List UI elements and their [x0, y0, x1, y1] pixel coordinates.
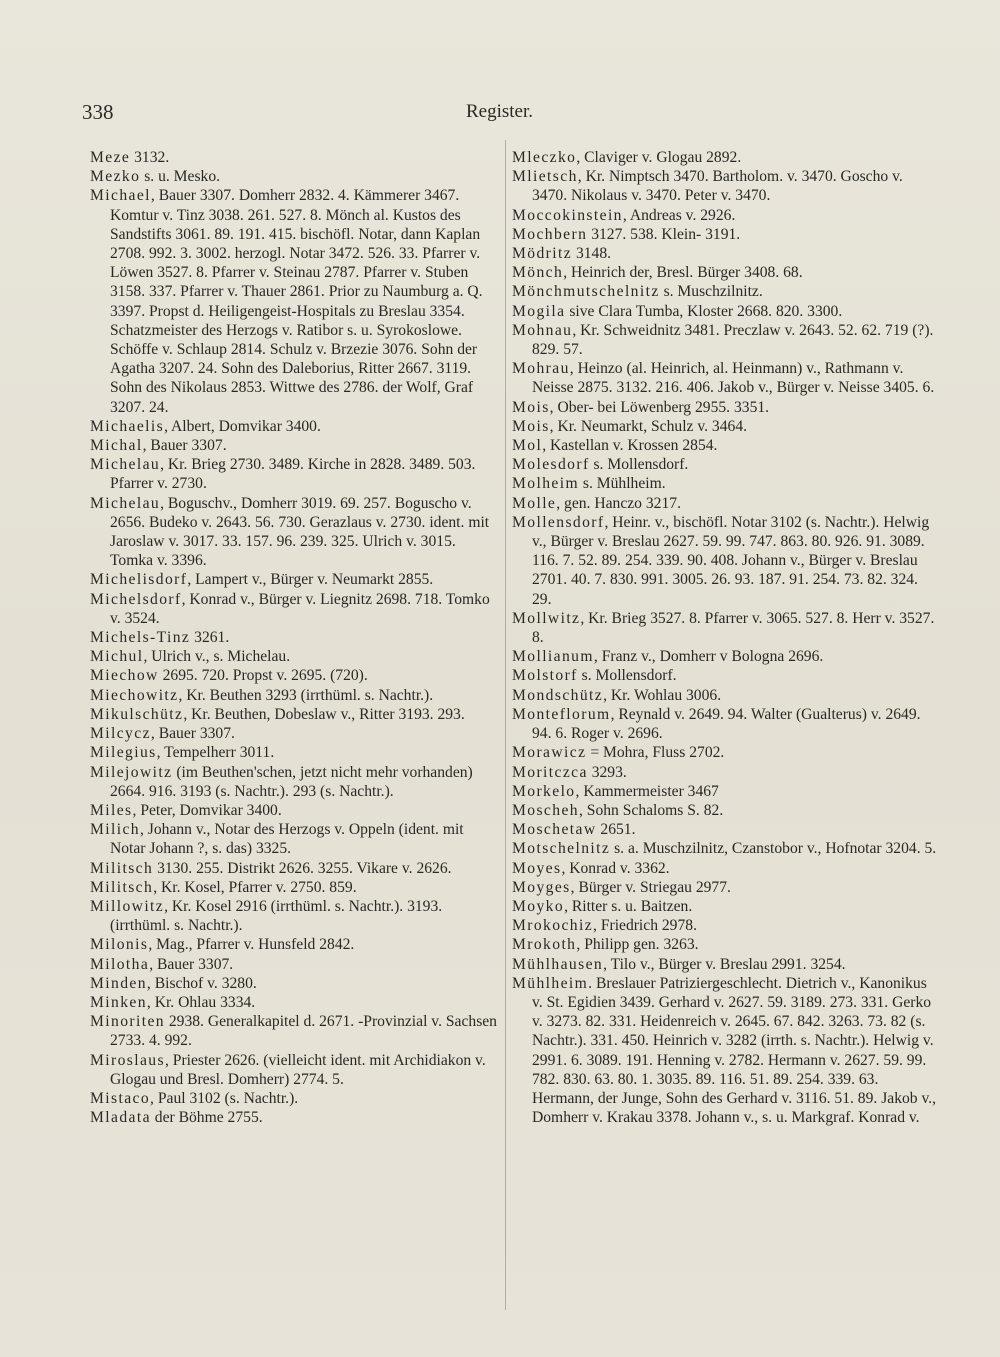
entry-text: , Bauer 3307. — [150, 725, 235, 743]
index-entry — [90, 570, 500, 589]
entry-text: , Bauer 3307. Domherr 2832. 4. Kämmerer 3467. Komtur v. Tinz 3038. 261. 527. 8. Mönch al. Kustos des Sandstifts 3061. 89. 191. 415. bischöfl. Notar, dann Kaplan 2708. 992. 3. 3002. herzogl. Notar 3472. 526. 33. Pfarrer v. Löwen 3527. 8. Pfarrer v. Steinau 2787. Pfarrer v. Stuben 3158. 337. Pfarrer v. Thauer 2861. Prior zu Naumburg a. Q. 3397. Propst d. Heiligengeist-Hospitals zu Breslau 3354. Schatzmeister des Herzogs v. Ratibor s. u. Syrokoslowe. Schöffe v. Schlaup 2814. Schulz v. Brzezie 3076. Sohn der Agatha 3207. 24. Sohn des Daleborius, Ritter 2667. 3119. Sohn des Nikolaus 2853. Wittwe des 2786. der Wolf, Graf 3207. 24. — [110, 187, 483, 416]
index-entry — [90, 148, 500, 167]
index-entry — [90, 628, 500, 647]
entry-text: , Kr. Nimptsch 3470. Bartholom. v. 3470. Goscho v. 3470. Nikolaus v. 3470. Peter v. 3470. — [532, 168, 903, 205]
entry-text: , Kr. Beuthen, Dobeslaw v., Ritter 3193. 293. — [183, 705, 465, 723]
entry-headword: Milcycz — [90, 725, 151, 743]
entry-headword: Miles — [90, 801, 133, 819]
entry-text: , Kr. Brieg 2730. 3489. Kirche in 2828. 3489. 503. Pfarrer v. 2730. — [110, 456, 476, 493]
entry-text: , Bischof v. 3280. — [146, 974, 257, 992]
index-entry — [512, 455, 940, 474]
index-entry — [512, 743, 940, 762]
entry-text: , Claviger v. Glogau 2892. — [576, 149, 742, 166]
entry-headword: Mezko — [90, 168, 141, 186]
entry-headword: Mühlhausen — [512, 955, 604, 973]
entry-headword: Mollwitz — [512, 609, 581, 627]
entry-text: , Johann v., Notar des Herzogs v. Oppeln (ident. mit Notar Johann ?, s. das) 3325. — [110, 821, 464, 858]
entry-text: 3127. 538. Klein- 3191. — [587, 225, 741, 243]
entry-text: , Peter, Domvikar 3400. — [132, 801, 282, 819]
index-entry — [512, 302, 940, 321]
entry-headword: Minken — [90, 993, 147, 1011]
index-entry — [90, 686, 500, 705]
entry-text: , Philipp gen. 3263. — [576, 936, 699, 954]
right-column — [512, 148, 940, 1127]
entry-text: s. u. Mesko. — [140, 168, 221, 186]
index-entry — [512, 244, 940, 263]
entry-headword: Mohrau — [512, 360, 570, 378]
index-entry — [512, 474, 940, 493]
entry-headword: Mönchmutschelnitz — [512, 283, 660, 301]
entry-text: , Kr. Schweidnitz 3481. Preczlaw v. 2643. 52. 62. 719 (?). 829. 57. — [532, 321, 934, 359]
entry-headword: Miechow — [90, 667, 159, 685]
entry-text: 3132. — [130, 149, 170, 166]
entry-headword: Mol — [512, 437, 543, 455]
entry-text: s. a. Muschzilnitz, Czanstobor v., Hofnotar 3204. 5. — [610, 840, 937, 858]
entry-text: , Kr. Brieg 3527. 8. Pfarrer v. 3065. 527. 8. Herr v. 3527. 8. — [532, 609, 935, 647]
index-entry — [90, 1051, 500, 1089]
entry-headword: Michels-Tinz — [90, 629, 191, 647]
entry-text: , Boguschv., Domherr 3019. 69. 257. Boguscho v. 2656. Budeko v. 2643. 56. 730. Gerazlaus v. 2730. ident. mit Jaroslaw v. 3017. 33. 157. 96. 239. 325. Ulrich v. 3015. Tomka v. 3396. — [110, 494, 490, 570]
entry-headword: Mladata — [90, 1109, 151, 1127]
entry-headword: Mogila — [512, 302, 566, 320]
entry-text: , Konrad v., Bürger v. Liegnitz 2698. 718. Tomko v. 3524. — [110, 590, 490, 627]
entry-headword: Mollensdorf — [512, 513, 605, 531]
entry-text: , Ritter s. u. Baitzen. — [564, 897, 693, 915]
index-entry — [90, 763, 500, 801]
index-entry — [90, 974, 500, 993]
entry-text: , Kr. Wohlau 3006. — [603, 686, 722, 704]
index-entry — [512, 494, 940, 513]
entry-headword: Mühlheim — [512, 974, 589, 992]
entry-text: , Sohn Schaloms S. 82. — [578, 801, 724, 819]
entry-headword: Molstorf — [512, 667, 578, 685]
index-entry — [90, 590, 500, 628]
entry-headword: Moyes — [512, 859, 562, 877]
entry-text: sive Clara Tumba, Kloster 2668. 820. 3300. — [565, 302, 843, 320]
entry-headword: Mochbern — [512, 225, 588, 243]
entry-text: , Kammermeister 3467 — [575, 782, 719, 800]
index-entry — [90, 955, 500, 974]
index-entry — [90, 897, 500, 935]
index-entry — [512, 705, 940, 743]
entry-text: , Mag., Pfarrer v. Hunsfeld 2842. — [148, 936, 355, 954]
entry-headword: Milonis — [90, 936, 149, 954]
index-entry — [512, 666, 940, 685]
entry-text: der Böhme 2755. — [150, 1109, 263, 1127]
index-entry — [90, 724, 500, 743]
entry-text: s. Mühlheim. — [578, 475, 666, 493]
entry-headword: Milejowitz — [90, 763, 173, 781]
index-entry — [90, 167, 500, 186]
index-entry — [512, 436, 940, 455]
entry-headword: Molle — [512, 494, 557, 512]
index-entry — [512, 916, 940, 935]
index-entry — [90, 436, 500, 455]
entry-text: , Tempelherr 3011. — [156, 744, 275, 762]
entry-headword: Morkelo — [512, 782, 576, 800]
entry-headword: Mödritz — [512, 245, 573, 263]
index-entry — [512, 417, 940, 436]
entry-text: , Bauer 3307. — [142, 437, 227, 455]
entry-headword: Mistaco — [90, 1089, 151, 1107]
index-entry — [90, 417, 500, 436]
index-entry — [512, 935, 940, 954]
entry-text: 2938. Generalkapitel d. 2671. -Provinzial v. Sachsen 2733. 4. 992. — [110, 1013, 497, 1050]
entry-headword: Michelsdorf — [90, 590, 182, 608]
entry-text: 2695. 720. Propst v. 2695. (720). — [158, 667, 368, 685]
entry-headword: Michael — [90, 187, 151, 205]
entry-text: , Heinrich der, Bresl. Bürger 3408. 68. — [563, 264, 803, 282]
page-header: Register. — [466, 101, 534, 122]
index-entry — [90, 494, 500, 571]
index-entry — [90, 743, 500, 762]
index-entry — [90, 1108, 500, 1127]
entry-headword: Mönch — [512, 264, 564, 282]
entry-text: 3130. 255. Distrikt 2626. 3255. Vikare v. 2626. — [153, 859, 452, 877]
entry-text: , Tilo v., Bürger v. Breslau 2991. 3254. — [603, 955, 846, 973]
entry-text: , Lampert v., Bürger v. Neumarkt 2855. — [187, 571, 434, 589]
entry-headword: Mikulschütz — [90, 705, 184, 723]
entry-text: , Kr. Beuthen 3293 (irrthüml. s. Nachtr.). — [178, 686, 434, 704]
index-entry — [90, 455, 500, 493]
entry-text: , gen. Hanczo 3217. — [556, 494, 681, 512]
index-entry — [512, 974, 940, 1128]
entry-text: , Albert, Domvikar 3400. — [164, 417, 321, 435]
entry-text: , Priester 2626. (vielleicht ident. mit Archidiakon v. Glogau und Bresl. Domherr) 2774. 5. — [110, 1051, 486, 1088]
index-entry — [512, 801, 940, 820]
entry-headword: Militsch — [90, 878, 154, 896]
entry-text: , Bauer 3307. — [149, 955, 234, 973]
entry-text: s. Mollensdorf. — [589, 456, 689, 474]
entry-headword: Miechowitz — [90, 686, 179, 704]
entry-headword: Motschelnitz — [512, 840, 611, 858]
entry-text: s. Mollensdorf. — [577, 667, 677, 685]
index-entry — [512, 955, 940, 974]
index-entry — [90, 820, 500, 858]
entry-text: , Kastellan v. Krossen 2854. — [542, 437, 718, 455]
entry-headword: Moritczca — [512, 763, 588, 781]
entry-headword: Monteflorum — [512, 705, 611, 723]
entry-text: , Kr. Neumarkt, Schulz v. 3464. — [549, 417, 748, 435]
entry-text: , Konrad v. 3362. — [561, 859, 670, 877]
index-entry — [90, 705, 500, 724]
entry-headword: Moschetaw — [512, 821, 597, 839]
index-entry — [90, 1089, 500, 1108]
entry-headword: Moyges — [512, 878, 571, 896]
entry-text: 3293. — [587, 763, 627, 781]
entry-headword: Milotha — [90, 955, 150, 973]
index-entry — [90, 666, 500, 685]
entry-headword: Mrokoth — [512, 936, 577, 954]
index-entry — [512, 206, 940, 225]
entry-headword: Michelau — [90, 494, 161, 512]
entry-headword: Michelisdorf — [90, 571, 188, 589]
index-entry — [90, 186, 500, 416]
entry-headword: Mleczko — [512, 149, 577, 166]
entry-headword: Minoriten — [90, 1013, 165, 1031]
page-number: 338 — [82, 100, 114, 124]
entry-text: 3148. — [572, 245, 612, 263]
entry-headword: Minden — [90, 974, 147, 992]
entry-text: s. Muschzilnitz. — [659, 283, 763, 301]
index-entry — [90, 647, 500, 666]
entry-headword: Mondschütz — [512, 686, 604, 704]
entry-text: = Mohra, Fluss 2702. — [586, 744, 725, 762]
entry-text: , Heinzo (al. Heinrich, al. Heinmann) v., Rathmann v. Neisse 2875. 3132. 216. 406. Jakob v., Bürger v. Neisse 3405. 6. — [532, 360, 935, 397]
column-divider — [505, 140, 506, 1310]
entry-headword: Moyko — [512, 897, 565, 915]
entry-text: . Breslauer Patriziergeschlecht. Dietrich v., Kanonikus v. St. Egidien 3439. Gerhard v. 2627. 59. 3189. 273. 331. Gerko v. 3273. 82. 331. Heidenreich v. 2645. 67. 842. 3263. 73. 82 (s. Nachtr.). 331. 450. Heinrich v. 3282 (irrth. s. Nachtr.). Helwig v. 2991. 6. 3089. 191. Henning v. 2782. Hermann v. 2627. 59. 99. 782. 830. 63. 80. 1. 3035. 89. 116. 51. 89. 254. 339. 63. Hermann, der Junge, Sohn des Gerhard v. 3116. 51. 89. Jakob v., Domherr v. Krakau 3378. Johann v., s. u. Markgraf. Konrad v. — [532, 974, 937, 1127]
entry-text: , Bürger v. Striegau 2977. — [570, 878, 731, 896]
index-entry — [90, 993, 500, 1012]
entry-text: , Franz v., Domherr v Bologna 2696. — [593, 648, 824, 666]
index-entry — [512, 513, 940, 609]
index-entry — [512, 763, 940, 782]
entry-headword: Mollianum — [512, 648, 594, 666]
entry-headword: Molheim — [512, 475, 579, 493]
entry-headword: Michul — [90, 648, 144, 666]
entry-text: , Ober- bei Löwenberg 2955. 3351. — [549, 398, 770, 416]
entry-headword: Molesdorf — [512, 456, 590, 474]
entry-headword: Militsch — [90, 859, 154, 877]
index-entry — [512, 686, 940, 705]
entry-text: , Paul 3102 (s. Nachtr.). — [150, 1089, 299, 1107]
entry-text: , Ulrich v., s. Michelau. — [143, 648, 291, 666]
entry-text: , Kr. Kosel 2916 (irrthüml. s. Nachtr.). 3193. (irrthüml. s. Nachtr.). — [110, 897, 443, 935]
entry-headword: Moccokinstein — [512, 206, 623, 224]
index-entry — [512, 647, 940, 666]
index-entry — [512, 897, 940, 916]
index-entry — [90, 935, 500, 954]
index-entry — [512, 878, 940, 897]
entry-headword: Milich — [90, 821, 140, 839]
entry-text: , Andreas v. 2926. — [622, 206, 736, 224]
index-entry — [90, 1012, 500, 1050]
index-entry — [90, 801, 500, 820]
index-entry — [512, 859, 940, 878]
entry-headword: Morawicz — [512, 744, 587, 762]
index-entry — [512, 282, 940, 301]
entry-text: , Kr. Ohlau 3334. — [146, 993, 256, 1011]
index-entry — [512, 398, 940, 417]
entry-text: (im Beuthen'schen, jetzt nicht mehr vorhanden) 2664. 916. 3193 (s. Nachtr.). 293 (s. Nachtr.). — [110, 763, 473, 800]
entry-text: , Friedrich 2978. — [593, 917, 697, 935]
entry-text: , Reynald v. 2649. 94. Walter (Gualterus) v. 2649. 94. 6. Roger v. 2696. — [532, 705, 921, 743]
entry-headword: Michaelis — [90, 417, 165, 435]
index-entry — [512, 167, 940, 205]
index-entry — [512, 820, 940, 839]
index-entry — [512, 263, 940, 282]
entry-text: , Kr. Kosel, Pfarrer v. 2750. 859. — [153, 878, 357, 896]
entry-headword: Michelau — [90, 456, 161, 474]
entry-headword: Meze — [90, 149, 131, 166]
entry-headword: Milegius — [90, 744, 157, 762]
entry-headword: Mlietsch — [512, 168, 578, 186]
entry-headword: Moscheh — [512, 801, 579, 819]
index-entry — [512, 359, 940, 397]
index-entry — [512, 225, 940, 244]
entry-headword: Miroslaus — [90, 1051, 165, 1069]
left-column — [90, 148, 500, 1127]
entry-text: 3261. — [190, 629, 230, 647]
entry-headword: Mois — [512, 417, 550, 435]
entry-text: , Heinr. v., bischöfl. Notar 3102 (s. Nachtr.). Helwig v., Bürger v. Breslau 2627. 59. 99. 747. 863. 80. 926. 91. 3089. 116. 7. 52. 89. 254. 339. 90. 408. Johann v., Bürger v. Breslau 2701. 40. 7. 830. 991. 3005. 26. 93. 187. 91. 254. 73. 82. 324. 29. — [532, 513, 930, 608]
index-entry — [90, 878, 500, 897]
entry-headword: Millowitz — [90, 897, 165, 915]
index-entry — [512, 609, 940, 647]
index-entry — [90, 859, 500, 878]
index-entry — [512, 321, 940, 359]
index-entry — [512, 148, 940, 167]
index-entry — [512, 782, 940, 801]
index-entry — [512, 839, 940, 858]
entry-headword: Michal — [90, 437, 143, 455]
entry-text: 2651. — [596, 821, 636, 839]
entry-headword: Mois — [512, 398, 550, 416]
entry-headword: Mrokochiz — [512, 917, 594, 935]
entry-headword: Mohnau — [512, 321, 573, 339]
